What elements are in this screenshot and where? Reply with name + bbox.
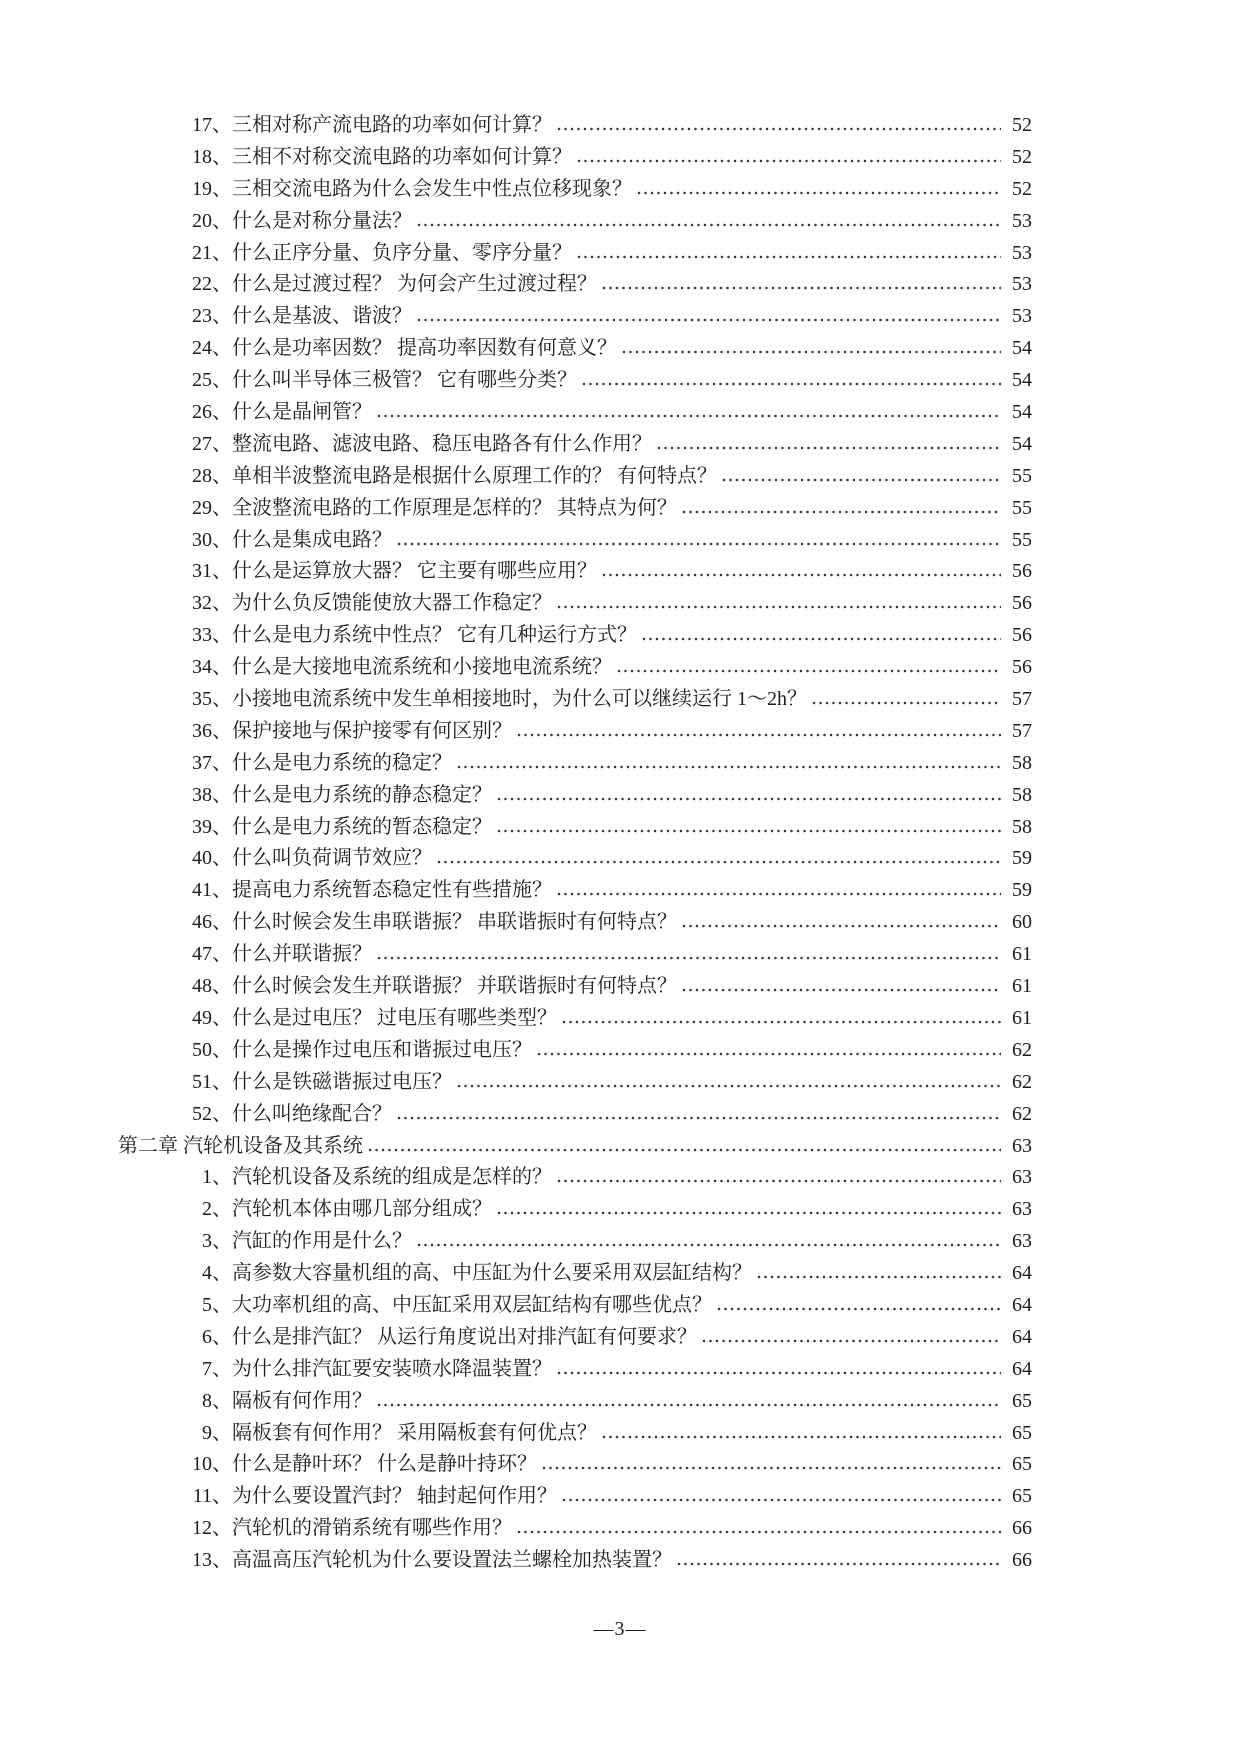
entry-number: 35、	[192, 688, 232, 711]
dotted-leader	[377, 1403, 1001, 1407]
dotted-leader	[812, 701, 1001, 705]
toc-entry	[0, 331, 1240, 363]
entry-title: 什么是大接地电流系统和小接地电流系统？	[232, 656, 612, 679]
toc-entry	[0, 810, 1240, 842]
entry-number: 22、	[192, 273, 232, 296]
entry-number: 26、	[192, 401, 232, 424]
entry-title: 什么时候会发生串联谐振？ 串联谐振时有何特点？	[232, 911, 677, 934]
entry-page-number: 61	[1012, 975, 1032, 998]
dotted-leader	[702, 1339, 1001, 1343]
entry-number: 8、	[202, 1389, 232, 1412]
entry-number: 1、	[202, 1166, 232, 1189]
entry-title: 什么是过电压？ 过电压有哪些类型？	[232, 1006, 557, 1029]
entry-page-number: 63	[1012, 1230, 1032, 1253]
dotted-leader	[622, 350, 1001, 354]
entry-number: 27、	[192, 432, 232, 455]
dotted-leader	[417, 223, 1001, 227]
dotted-leader	[617, 669, 1001, 673]
dotted-leader	[562, 1020, 1001, 1024]
dotted-leader	[557, 127, 1001, 131]
entry-number: 20、	[192, 209, 232, 232]
toc-entry	[0, 523, 1240, 555]
entry-page-number: 64	[1012, 1293, 1032, 1316]
dotted-leader	[537, 1052, 1001, 1056]
entry-title: 为什么要设置汽封？ 轴封起何作用？	[232, 1485, 557, 1508]
dotted-leader	[682, 924, 1001, 928]
dotted-leader	[417, 318, 1001, 322]
toc-entry	[0, 1416, 1240, 1448]
entry-page-number: 58	[1012, 751, 1032, 774]
dotted-leader	[602, 573, 1001, 577]
dotted-leader	[717, 1307, 1001, 1311]
toc-entry	[0, 1097, 1240, 1129]
entry-title: 什么是铁磁谐振过电压？	[232, 1070, 452, 1093]
entry-page-number: 65	[1012, 1485, 1032, 1508]
toc-entry	[0, 1288, 1240, 1320]
entry-title: 保护接地与保护接零有何区别？	[232, 719, 512, 742]
entry-title: 大功率机组的高、中压缸采用双层缸结构有哪些优点？	[232, 1293, 712, 1316]
entry-page-number: 59	[1012, 847, 1032, 870]
entry-number: 31、	[192, 560, 232, 583]
dotted-leader	[457, 1084, 1001, 1088]
toc-entry	[0, 140, 1240, 172]
dotted-leader	[377, 956, 1001, 960]
entry-number: 11、	[192, 1485, 232, 1508]
toc-list	[0, 108, 1240, 1575]
entry-page-number: 63	[1012, 1166, 1032, 1189]
entry-title: 隔板有何作用？	[232, 1389, 372, 1412]
entry-title: 汽缸的作用是什么？	[232, 1230, 412, 1253]
toc-entry	[0, 1001, 1240, 1033]
entry-number: 38、	[192, 783, 232, 806]
entry-page-number: 65	[1012, 1453, 1032, 1476]
entry-number: 52、	[192, 1102, 232, 1125]
entry-number: 47、	[192, 943, 232, 966]
entry-number: 51、	[192, 1070, 232, 1093]
entry-number: 41、	[192, 879, 232, 902]
entry-page-number: 64	[1012, 1262, 1032, 1285]
entry-title: 单相半波整流电路是根据什么原理工作的？ 有何特点？	[232, 464, 717, 487]
toc-entry	[0, 714, 1240, 746]
entry-page-number: 66	[1012, 1549, 1032, 1572]
entry-page-number: 54	[1012, 337, 1032, 360]
entry-number: 37、	[192, 751, 232, 774]
entry-title: 三相对称产流电路的功率如何计算？	[232, 114, 552, 136]
toc-entry	[0, 682, 1240, 714]
entry-page-number: 64	[1012, 1325, 1032, 1348]
toc-entry	[0, 1320, 1240, 1352]
toc-entry	[0, 108, 1240, 140]
page-footer	[0, 1618, 1240, 1641]
toc-entry	[0, 937, 1240, 969]
entry-page-number: 53	[1012, 273, 1032, 296]
toc-entry	[0, 363, 1240, 395]
entry-number: 46、	[192, 911, 232, 934]
entry-number: 48、	[192, 975, 232, 998]
toc-entry	[0, 1160, 1240, 1192]
entry-page-number: 61	[1012, 943, 1032, 966]
dotted-leader	[397, 542, 1001, 546]
toc-entry	[0, 778, 1240, 810]
toc-entry	[0, 299, 1240, 331]
dotted-leader	[542, 1466, 1001, 1470]
toc-entry	[0, 1447, 1240, 1479]
dotted-leader	[497, 829, 1001, 833]
entry-page-number: 53	[1012, 241, 1032, 264]
entry-page-number: 65	[1012, 1421, 1032, 1444]
entry-title: 整流电路、滤波电路、稳压电路各有什么作用？	[232, 432, 652, 455]
dotted-leader	[517, 1530, 1001, 1534]
toc-entry	[0, 618, 1240, 650]
dotted-leader	[497, 1211, 1001, 1215]
entry-page-number: 55	[1012, 464, 1032, 487]
entry-page-number: 62	[1012, 1070, 1032, 1093]
entry-number: 30、	[192, 528, 232, 551]
dotted-leader	[682, 510, 1001, 514]
entry-title: 什么叫绝缘配合？	[232, 1102, 392, 1125]
toc-entry	[0, 1511, 1240, 1543]
toc-entry	[0, 395, 1240, 427]
toc-entry	[0, 873, 1240, 905]
dotted-leader	[642, 637, 1001, 641]
dotted-leader	[497, 797, 1001, 801]
entry-title: 什么是静叶环？ 什么是静叶持环？	[232, 1453, 537, 1476]
dotted-leader	[557, 605, 1001, 609]
entry-title: 什么是对称分量法？	[232, 209, 412, 232]
entry-title: 汽轮机的滑销系统有哪些作用？	[232, 1517, 512, 1540]
dotted-leader	[757, 1275, 1001, 1279]
entry-number: 19、	[192, 177, 232, 200]
entry-page-number: 52	[1012, 177, 1032, 200]
entry-title: 什么是排汽缸？ 从运行角度说出对排汽缸有何要求？	[232, 1325, 697, 1348]
entry-title: 汽轮机本体由哪几部分组成？	[232, 1198, 492, 1221]
entry-number: 5、	[202, 1293, 232, 1316]
entry-title: 什么叫半导体三极管？ 它有哪些分类？	[232, 369, 577, 392]
entry-number: 49、	[192, 1006, 232, 1029]
footer-page-number: —3—	[593, 1618, 647, 1640]
entry-page-number: 53	[1012, 305, 1032, 328]
entry-number: 24、	[192, 337, 232, 360]
dotted-leader	[677, 1562, 1001, 1566]
toc-entry	[0, 1033, 1240, 1065]
chapter-title: 第二章 汽轮机设备及其系统	[118, 1134, 363, 1157]
dotted-leader	[562, 1498, 1001, 1502]
toc-entry	[0, 650, 1240, 682]
entry-page-number: 52	[1012, 145, 1032, 168]
entry-page-number: 57	[1012, 688, 1032, 711]
entry-number: 50、	[192, 1038, 232, 1061]
entry-page-number: 62	[1012, 1102, 1032, 1125]
toc-entry	[0, 969, 1240, 1001]
dotted-leader	[517, 733, 1001, 737]
entry-number: 12、	[192, 1517, 232, 1540]
toc-entry	[0, 1352, 1240, 1384]
dotted-leader	[602, 286, 1001, 290]
entry-title: 什么是运算放大器？ 它主要有哪些应用？	[232, 560, 597, 583]
entry-page-number: 59	[1012, 879, 1032, 902]
entry-title: 隔板套有何作用？ 采用隔板套有何优点？	[232, 1421, 597, 1444]
entry-number: 2、	[202, 1198, 232, 1221]
entry-title: 为什么排汽缸要安装喷水降温装置？	[232, 1357, 552, 1380]
entry-title: 三相不对称交流电路的功率如何计算？	[232, 145, 572, 168]
dotted-leader	[557, 1179, 1001, 1183]
toc-entry	[0, 491, 1240, 523]
entry-title: 什么叫负荷调节效应？	[232, 847, 432, 870]
toc-entry	[0, 459, 1240, 491]
toc-entry	[0, 1065, 1240, 1097]
toc-entry	[0, 427, 1240, 459]
toc-entry	[0, 1479, 1240, 1511]
dotted-leader	[722, 478, 1001, 482]
entry-number: 33、	[192, 624, 232, 647]
entry-page-number: 61	[1012, 1006, 1032, 1029]
entry-page-number: 56	[1012, 624, 1032, 647]
dotted-leader	[437, 860, 1001, 864]
entry-number: 32、	[192, 592, 232, 615]
toc-entry	[0, 746, 1240, 778]
entry-number: 25、	[192, 369, 232, 392]
toc-entry	[0, 204, 1240, 236]
entry-page-number: 65	[1012, 1389, 1032, 1412]
dotted-leader	[582, 382, 1001, 386]
entry-title: 什么并联谐振？	[232, 943, 372, 966]
entry-number: 28、	[192, 464, 232, 487]
entry-number: 18、	[192, 145, 232, 168]
entry-number: 29、	[192, 496, 232, 519]
entry-page-number: 55	[1012, 496, 1032, 519]
dotted-leader	[602, 1435, 1001, 1439]
entry-page-number: 63	[1012, 1198, 1032, 1221]
dotted-leader	[557, 1371, 1001, 1375]
toc-entry	[0, 554, 1240, 586]
entry-title: 什么是操作过电压和谐振过电压？	[232, 1038, 532, 1061]
dotted-leader	[682, 988, 1001, 992]
entry-title: 什么是电力系统的静态稳定？	[232, 783, 492, 806]
entry-number: 21、	[192, 241, 232, 264]
toc-entry	[0, 905, 1240, 937]
entry-title: 什么是电力系统的暂态稳定？	[232, 815, 492, 838]
entry-number: 36、	[192, 719, 232, 742]
chapter-heading-entry	[0, 1129, 1240, 1161]
entry-number: 23、	[192, 305, 232, 328]
entry-title: 汽轮机设备及系统的组成是怎样的？	[232, 1166, 552, 1189]
entry-number: 10、	[192, 1453, 232, 1476]
entry-title: 什么是电力系统的稳定？	[232, 751, 452, 774]
toc-entry	[0, 1256, 1240, 1288]
toc-entry	[0, 1384, 1240, 1416]
dotted-leader	[577, 159, 1001, 163]
entry-title: 什么是过渡过程？ 为何会产生过渡过程？	[232, 273, 597, 296]
entry-title: 什么是电力系统中性点？ 它有几种运行方式？	[232, 624, 637, 647]
entry-number: 9、	[202, 1421, 232, 1444]
dotted-leader	[657, 446, 1001, 450]
toc-entry	[0, 236, 1240, 268]
entry-number: 40、	[192, 847, 232, 870]
entry-page-number: 58	[1012, 783, 1032, 806]
dotted-leader	[377, 414, 1001, 418]
dotted-leader	[417, 1243, 1001, 1247]
entry-title: 小接地电流系统中发生单相接地时，为什么可以继续运行 1～2h？	[232, 688, 807, 711]
dotted-leader	[637, 191, 1001, 195]
entry-title: 全波整流电路的工作原理是怎样的？ 其特点为何？	[232, 496, 677, 519]
entry-number: 17、	[192, 114, 232, 136]
entry-page-number: 54	[1012, 369, 1032, 392]
entry-page-number: 56	[1012, 560, 1032, 583]
entry-page-number: 56	[1012, 656, 1032, 679]
entry-page-number: 55	[1012, 528, 1032, 551]
dotted-leader	[457, 765, 1001, 769]
entry-title: 为什么负反馈能使放大器工作稳定？	[232, 592, 552, 615]
entry-title: 高温高压汽轮机为什么要设置法兰螺栓加热装置？	[232, 1549, 672, 1572]
dotted-leader	[397, 1116, 1001, 1120]
entry-page-number: 64	[1012, 1357, 1032, 1380]
entry-title: 什么是基波、谐波？	[232, 305, 412, 328]
entry-title: 三相交流电路为什么会发生中性点位移现象？	[232, 177, 632, 200]
entry-title: 什么是功率因数？ 提高功率因数有何意义？	[232, 337, 617, 360]
toc-entry	[0, 172, 1240, 204]
entry-title: 什么是晶闸管？	[232, 401, 372, 424]
entry-title: 什么正序分量、负序分量、零序分量？	[232, 241, 572, 264]
entry-page-number: 62	[1012, 1038, 1032, 1061]
entry-number: 39、	[192, 815, 232, 838]
entry-title: 什么是集成电路？	[232, 528, 392, 551]
entry-page-number: 52	[1012, 114, 1032, 136]
dotted-leader	[577, 255, 1001, 259]
entry-page-number: 57	[1012, 719, 1032, 742]
entry-page-number: 60	[1012, 911, 1032, 934]
entry-number: 3、	[202, 1230, 232, 1253]
entry-page-number: 66	[1012, 1517, 1032, 1540]
entry-title: 什么时候会发生并联谐振？ 并联谐振时有何特点？	[232, 975, 677, 998]
entry-page-number: 63	[1012, 1134, 1032, 1157]
toc-entry	[0, 1543, 1240, 1575]
entry-number: 4、	[202, 1262, 232, 1285]
entry-page-number: 54	[1012, 432, 1032, 455]
entry-page-number: 53	[1012, 209, 1032, 232]
entry-page-number: 56	[1012, 592, 1032, 615]
entry-number: 6、	[202, 1325, 232, 1348]
entry-page-number: 54	[1012, 401, 1032, 424]
toc-entry	[0, 1192, 1240, 1224]
entry-number: 34、	[192, 656, 232, 679]
toc-entry	[0, 1224, 1240, 1256]
entry-number: 13、	[192, 1549, 232, 1572]
toc-entry	[0, 841, 1240, 873]
entry-page-number: 58	[1012, 815, 1032, 838]
entry-title: 高参数大容量机组的高、中压缸为什么要采用双层缸结构？	[232, 1262, 752, 1285]
toc-entry	[0, 586, 1240, 618]
entry-number: 7、	[202, 1357, 232, 1380]
dotted-leader	[557, 892, 1001, 896]
toc-entry	[0, 267, 1240, 299]
entry-title: 提高电力系统暂态稳定性有些措施？	[232, 879, 552, 902]
dotted-leader	[368, 1148, 1001, 1152]
